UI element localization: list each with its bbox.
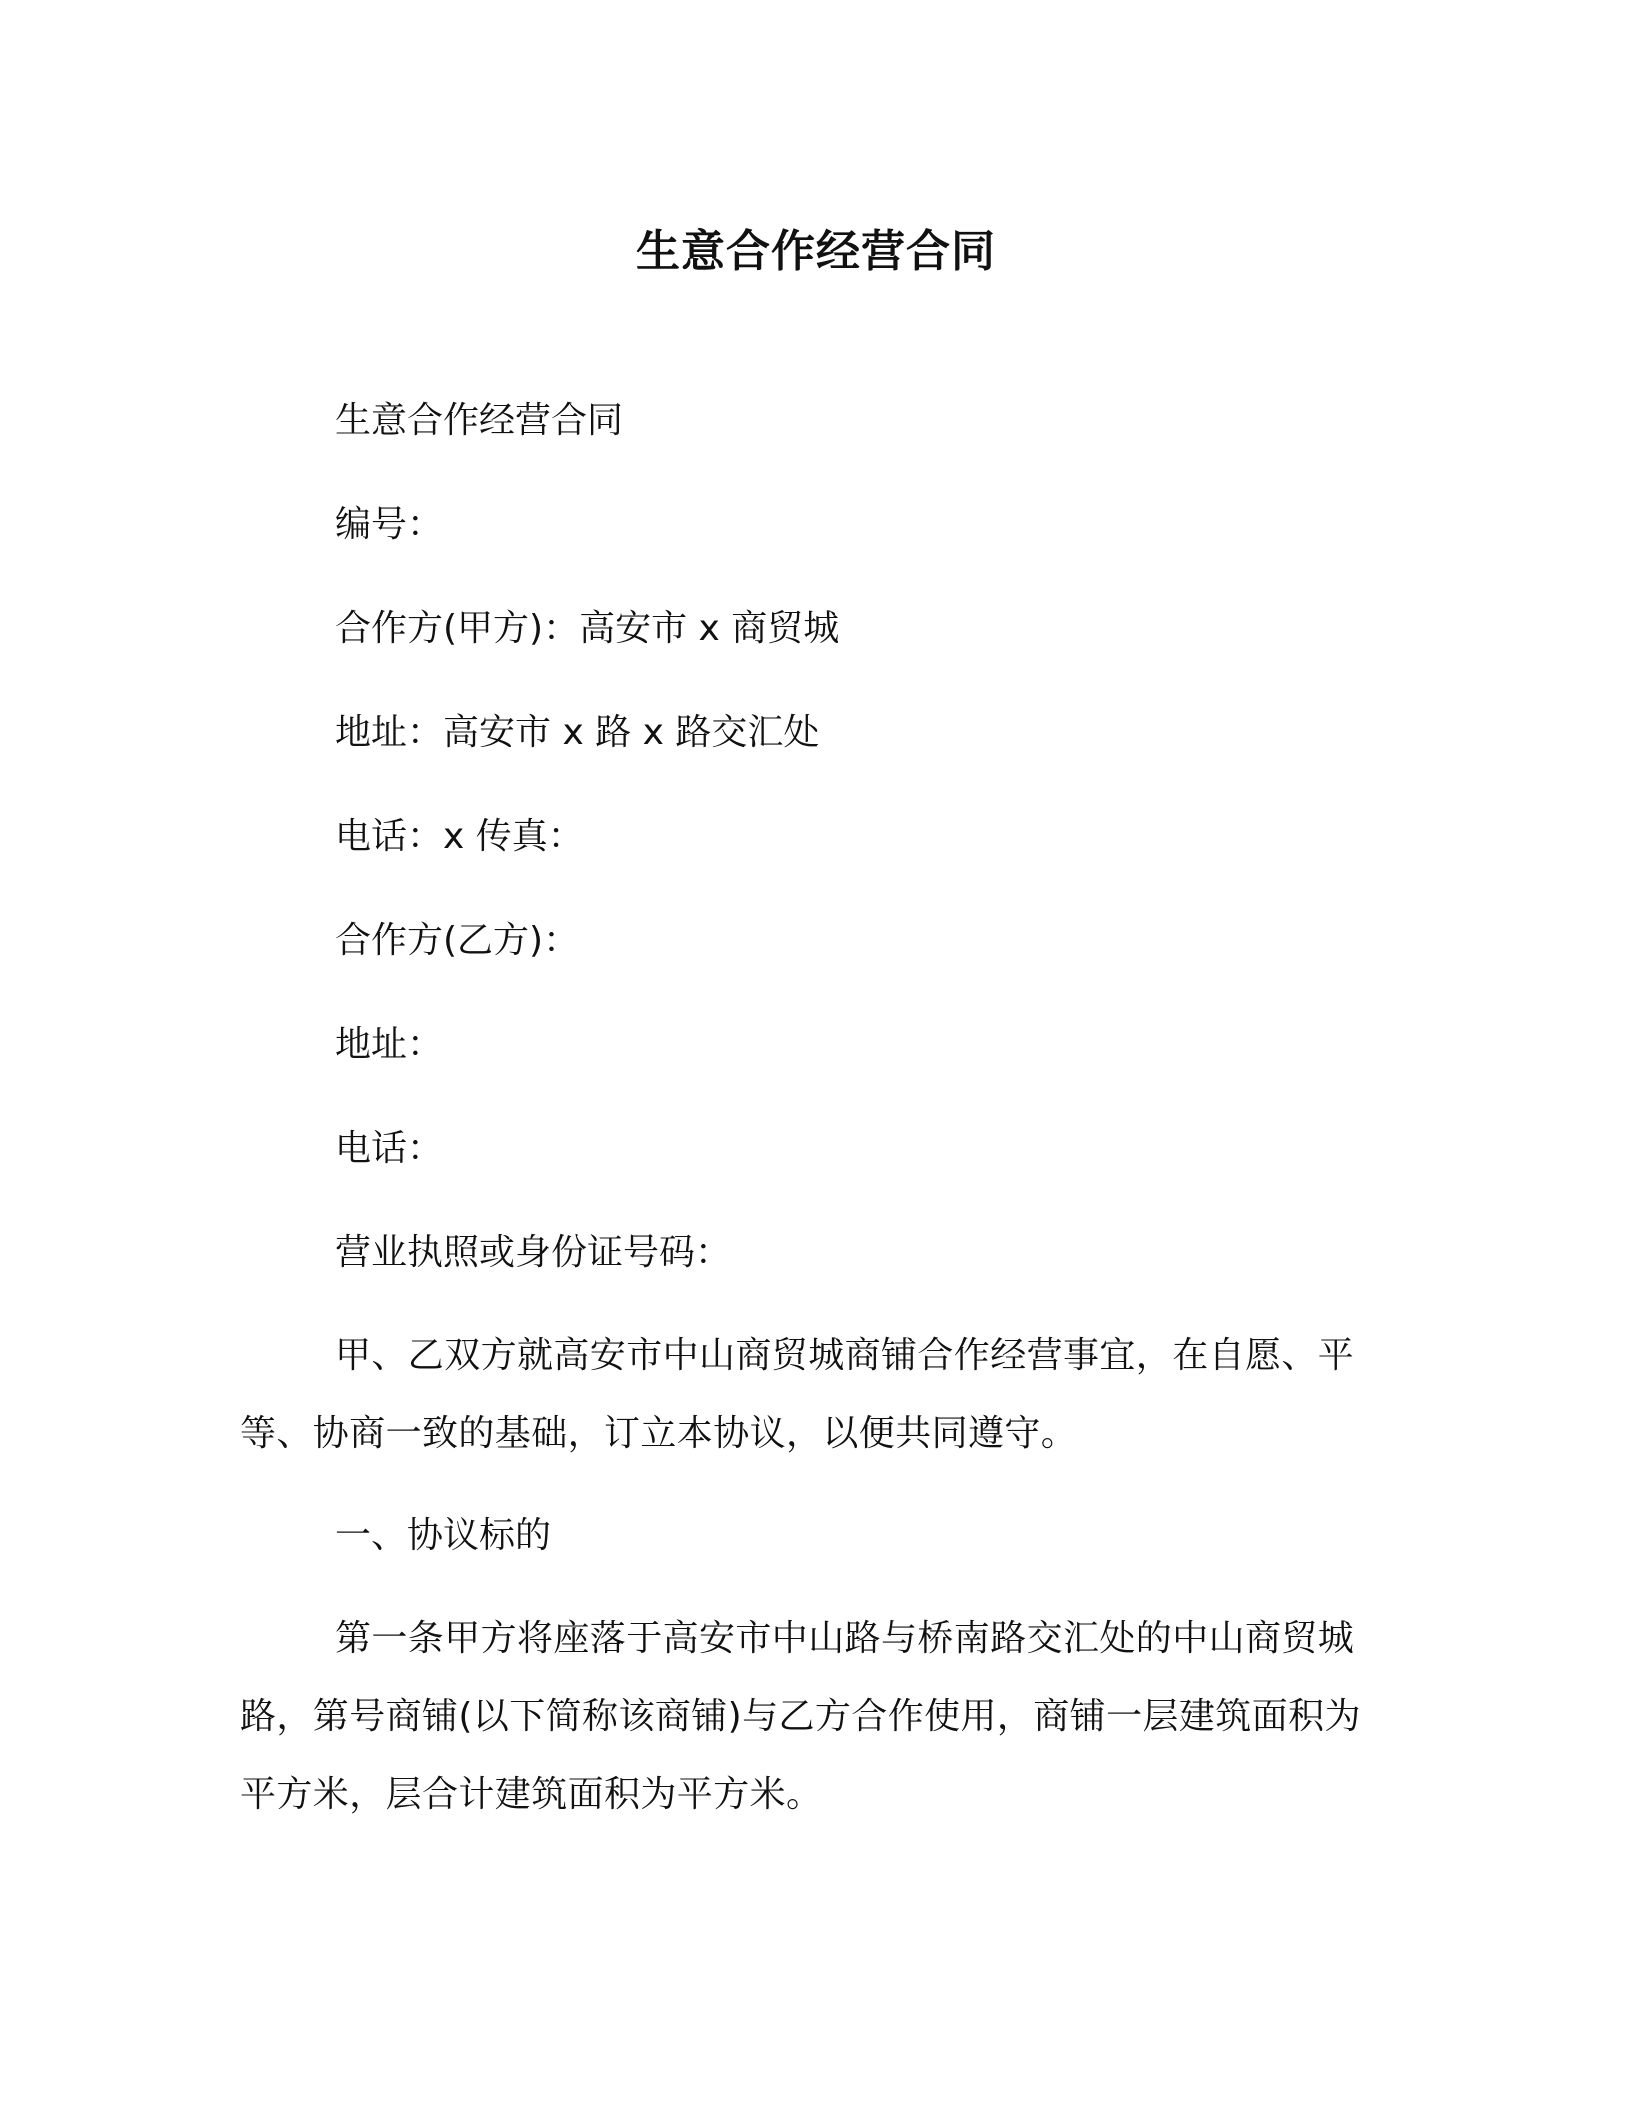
intro-paragraph: 甲、乙双方就高安市中山商贸城商铺合作经营事宜，在自愿、平等、协商一致的基础，订立本协议，以便共同遵守。	[240, 1335, 1355, 1454]
section-heading: 一、协议标的	[335, 1515, 552, 1556]
party-b-address: 地址：	[335, 1024, 444, 1065]
party-a-address: 地址：高安市 x 路 x 路交汇处	[335, 712, 820, 753]
contract-number-field: 编号：	[335, 504, 444, 545]
party-b-phone: 电话：	[335, 1128, 444, 1169]
party-a-name: 合作方(甲方)：高安市 x 商贸城	[335, 608, 840, 649]
document-title: 生意合作经营合同	[636, 226, 996, 277]
contract-subtitle: 生意合作经营合同	[335, 400, 624, 441]
party-a-phone-fax: 电话：x 传真：	[335, 816, 584, 857]
party-b-name: 合作方(乙方)：	[335, 920, 580, 961]
party-b-license-id: 营业执照或身份证号码：	[335, 1232, 732, 1273]
article-one-paragraph: 第一条甲方将座落于高安市中山路与桥南路交汇处的中山商贸城路，第号商铺(以下简称该商铺)与乙方合作使用，商铺一层建筑面积为平方米，层合计建筑面积为平方米。	[240, 1618, 1361, 1815]
